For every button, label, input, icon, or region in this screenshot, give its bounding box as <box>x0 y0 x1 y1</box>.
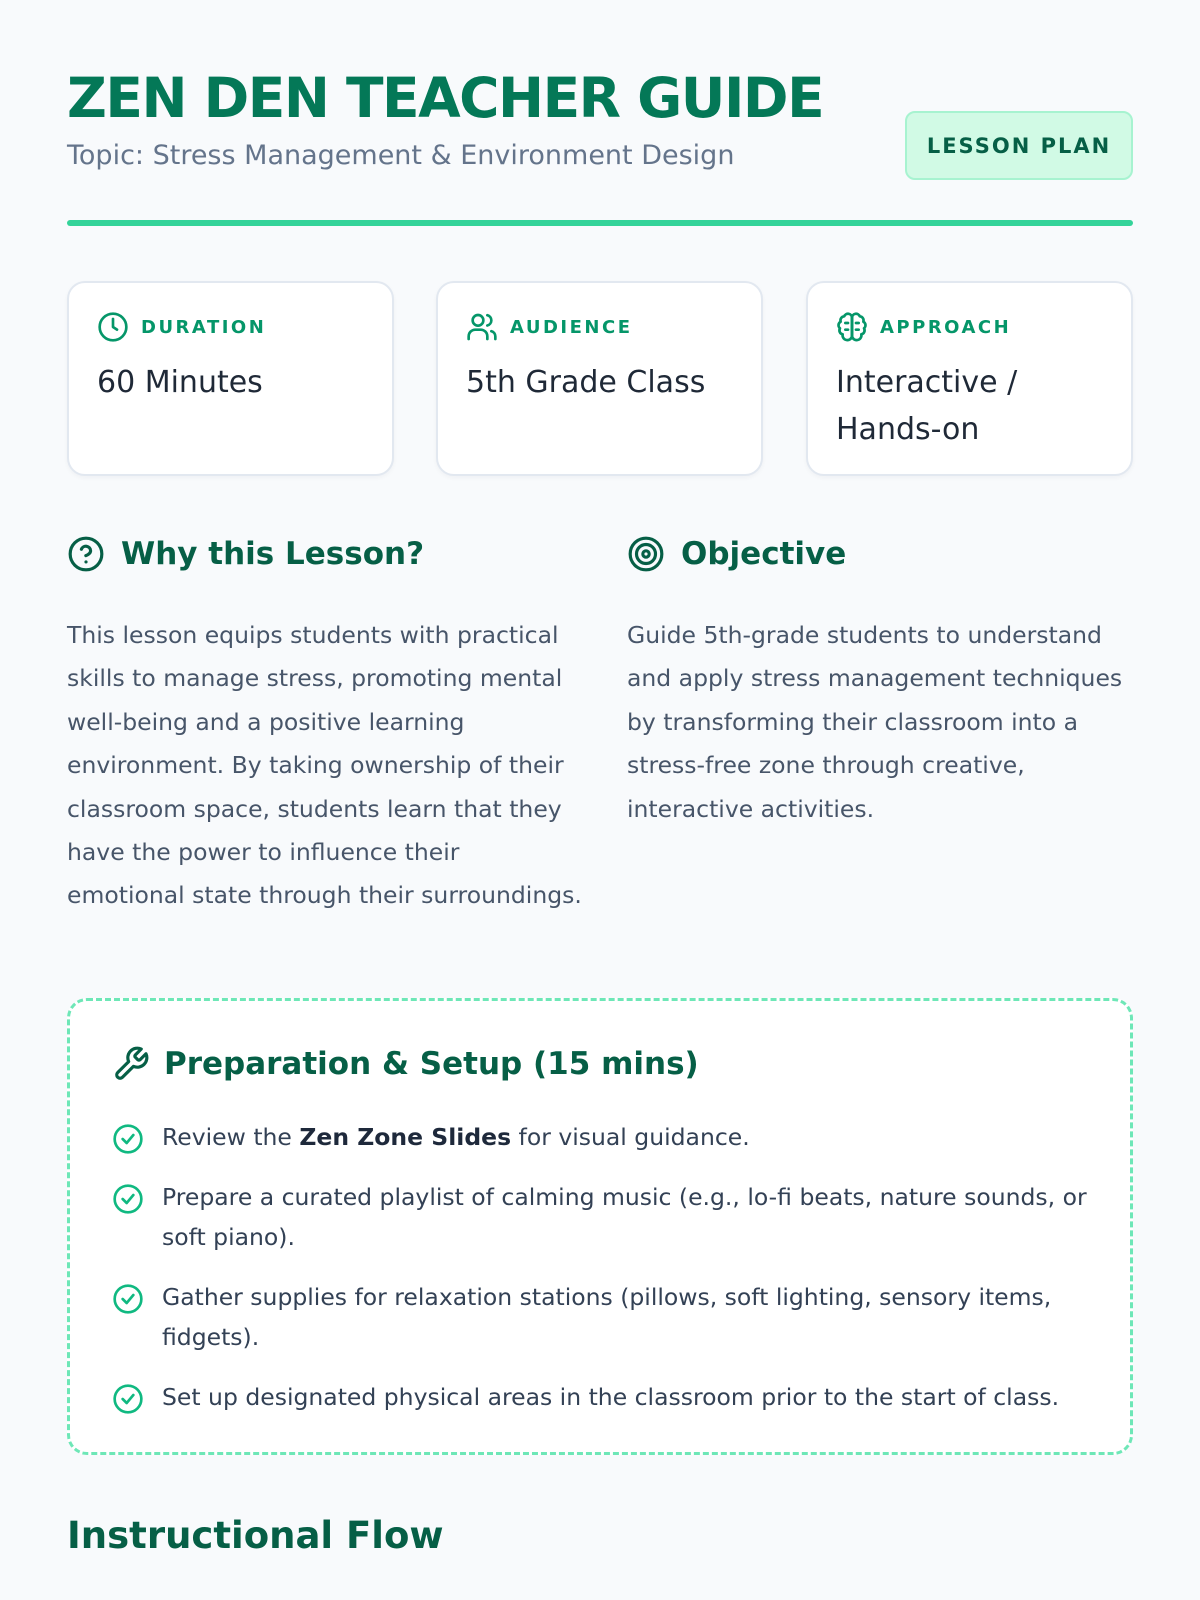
check-circle-icon <box>112 1123 144 1155</box>
why-heading: Why this Lesson? <box>121 536 425 572</box>
objective-body: Guide 5th-grade students to understand and apply stress management techniques by transforming their classroom into a stress-free zone through creative, interactive activities. <box>627 621 1123 823</box>
list-item-text: Gather supplies for relaxation stations (pillows, soft lighting, sensory items, fidgets). <box>162 1283 1052 1351</box>
preparation-box <box>67 998 1133 1455</box>
audience-card <box>436 281 763 476</box>
why-heading-row <box>67 534 582 574</box>
check-circle-icon <box>112 1283 144 1315</box>
audience-label: AUDIENCE <box>510 316 633 338</box>
audience-value: 5th Grade Class <box>466 365 706 400</box>
objective-section <box>627 534 1133 831</box>
lesson-guide-page <box>67 0 1133 1600</box>
list-item-text <box>162 1117 750 1157</box>
lesson-plan-badge: LESSON PLAN <box>905 111 1133 180</box>
preparation-list <box>112 1117 1092 1437</box>
duration-label-row <box>97 311 266 343</box>
approach-label: APPROACH <box>880 316 1012 338</box>
users-icon <box>466 311 498 343</box>
check-circle-icon <box>112 1183 144 1215</box>
list-item <box>112 1177 1092 1257</box>
clock-icon <box>97 311 129 343</box>
preparation-heading-row <box>112 1045 699 1083</box>
item-text-before: Review the <box>162 1123 300 1151</box>
item-text-after: for visual guidance. <box>511 1123 750 1151</box>
list-item-text: Set up designated physical areas in the classroom prior to the start of class. <box>162 1383 1060 1411</box>
instructional-flow-heading: Instructional Flow <box>67 1514 444 1557</box>
duration-card <box>67 281 394 476</box>
list-item-text: Prepare a curated playlist of calming music (e.g., lo-fi beats, nature sounds, or soft piano). <box>162 1183 1087 1251</box>
duration-value: 60 Minutes <box>97 365 263 400</box>
list-item <box>112 1377 1092 1417</box>
brain-icon <box>836 311 868 343</box>
check-circle-icon <box>112 1383 144 1415</box>
list-item <box>112 1117 1092 1157</box>
question-circle-icon <box>67 535 105 573</box>
why-body: This lesson equips students with practical skills to manage stress, promoting mental well-being and a positive learning environment. By taking ownership of their classroom space, students learn that they have the power to influence their emotional state through their surroundings. <box>67 621 582 910</box>
info-cards <box>67 281 1133 476</box>
wrench-icon <box>112 1045 150 1083</box>
target-icon <box>627 535 665 573</box>
page-title: ZEN DEN TEACHER GUIDE <box>67 66 824 130</box>
preparation-heading: Preparation & Setup (15 mins) <box>164 1046 699 1082</box>
duration-label: DURATION <box>141 316 267 338</box>
approach-card <box>806 281 1133 476</box>
list-item <box>112 1277 1092 1357</box>
header-divider <box>67 220 1133 226</box>
audience-label-row <box>466 311 633 343</box>
approach-value: Interactive / Hands-on <box>836 365 1018 447</box>
why-section <box>67 534 582 918</box>
approach-label-row <box>836 311 1011 343</box>
item-text-bold: Zen Zone Slides <box>299 1123 512 1151</box>
page-subtitle: Topic: Stress Management & Environment Design <box>67 140 735 171</box>
objective-heading: Objective <box>681 536 847 572</box>
objective-heading-row <box>627 534 1133 574</box>
